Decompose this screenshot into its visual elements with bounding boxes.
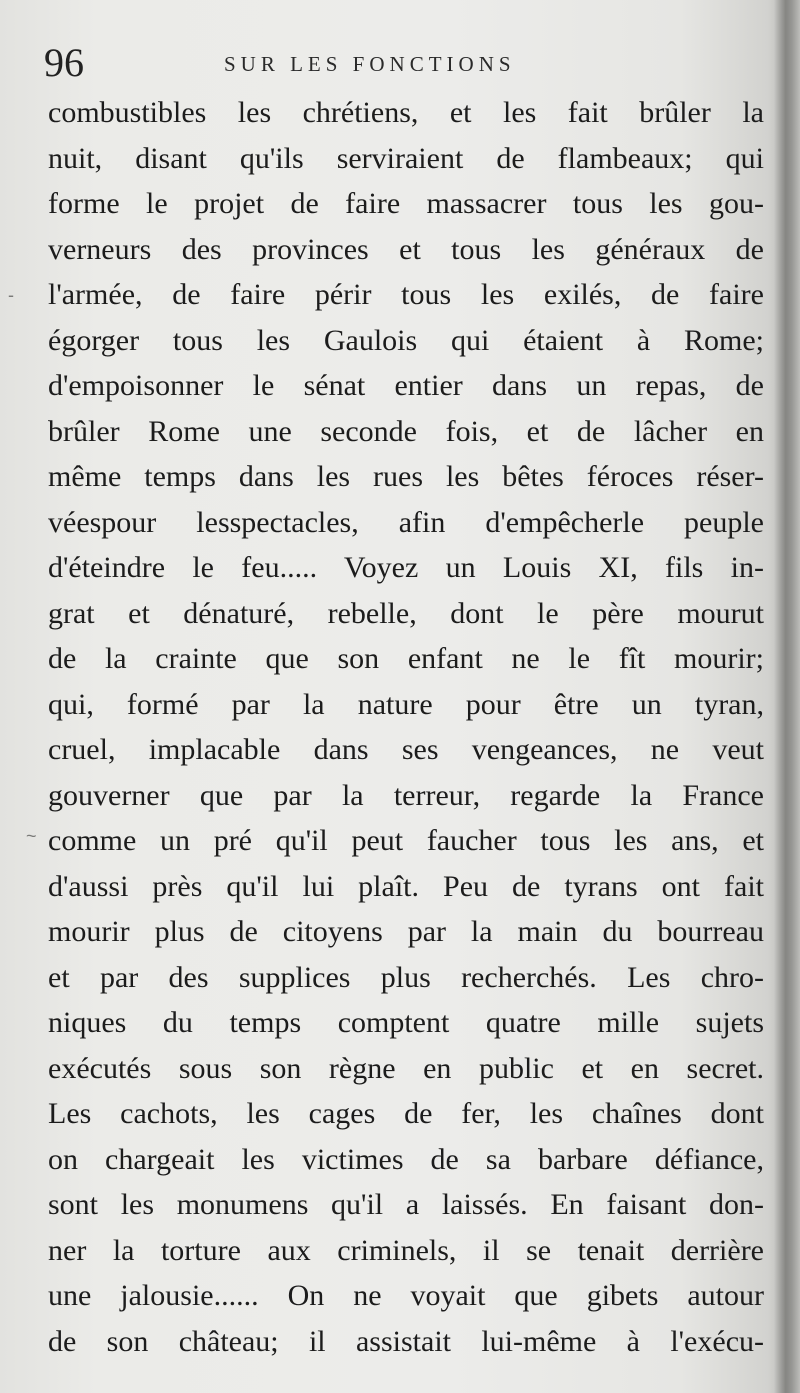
text-line: cruel, implacable dans ses vengeances, ne veut (48, 733, 764, 766)
text-line: de la crainte que son enfant ne le fît mourir; (48, 642, 764, 675)
text-line: véespour lesspectacles, afin d'empêcherle peuple (48, 505, 764, 539)
text-line: et par des supplices plus recherchés. Les chro- (48, 960, 764, 994)
text-line: niques du temps comptent quatre mille sujets (48, 1006, 764, 1039)
text-line: mourir plus de citoyens par la main du bourreau (48, 915, 764, 948)
margin-mark: ~ (26, 826, 37, 846)
text-line: comme un pré qu'il peut faucher tous les ans, et (48, 824, 764, 857)
text-line: exécutés sous son règne en public et en secret. (48, 1051, 764, 1085)
text-line: ner la torture aux criminels, il se tenait derrière (48, 1233, 764, 1267)
page-header (44, 40, 764, 88)
text-line: verneurs des provinces et tous les généraux de (48, 232, 764, 266)
text-line: d'aussi près qu'il lui plaît. Peu de tyrans ont fait (48, 869, 764, 903)
page-edge-shadow (774, 0, 800, 1393)
text-line: brûler Rome une seconde fois, et de lâcher en (48, 414, 764, 448)
text-line: égorger tous les Gaulois qui étaient à Rome; (48, 323, 764, 357)
body-text (48, 90, 764, 1364)
text-line: une jalousie...... On ne voyait que gibets autour (48, 1279, 764, 1312)
text-line: même temps dans les rues les bêtes féroces réser- (48, 460, 764, 493)
running-head: SUR LES FONCTIONS (224, 52, 516, 76)
text-line: on chargeait les victimes de sa barbare défiance, (48, 1142, 764, 1176)
text-line: gouverner que par la terreur, regarde la France (48, 778, 764, 812)
text-line: l'armée, de faire périr tous les exilés, de faire (48, 278, 764, 311)
page-number: 96 (44, 40, 84, 85)
text-line: de son château; il assistait lui-même à l'exécu- (48, 1324, 764, 1358)
text-line: Les cachots, les cages de fer, les chaînes dont (48, 1097, 764, 1130)
text-line: nuit, disant qu'ils serviraient de flambeaux; qui (48, 141, 764, 175)
text-line: d'éteindre le feu..... Voyez un Louis XI, fils in- (48, 551, 764, 584)
text-line: combustibles les chrétiens, et les fait brûler la (48, 96, 764, 129)
text-line: forme le projet de faire massacrer tous les gou- (48, 187, 764, 220)
text-line: d'empoisonner le sénat entier dans un repas, de (48, 369, 764, 402)
text-line: grat et dénaturé, rebelle, dont le père mourut (48, 596, 764, 630)
text-line: qui, formé par la nature pour être un tyran, (48, 687, 764, 721)
margin-mark: - (8, 285, 14, 305)
text-line: sont les monumens qu'il a laissés. En faisant don- (48, 1188, 764, 1221)
